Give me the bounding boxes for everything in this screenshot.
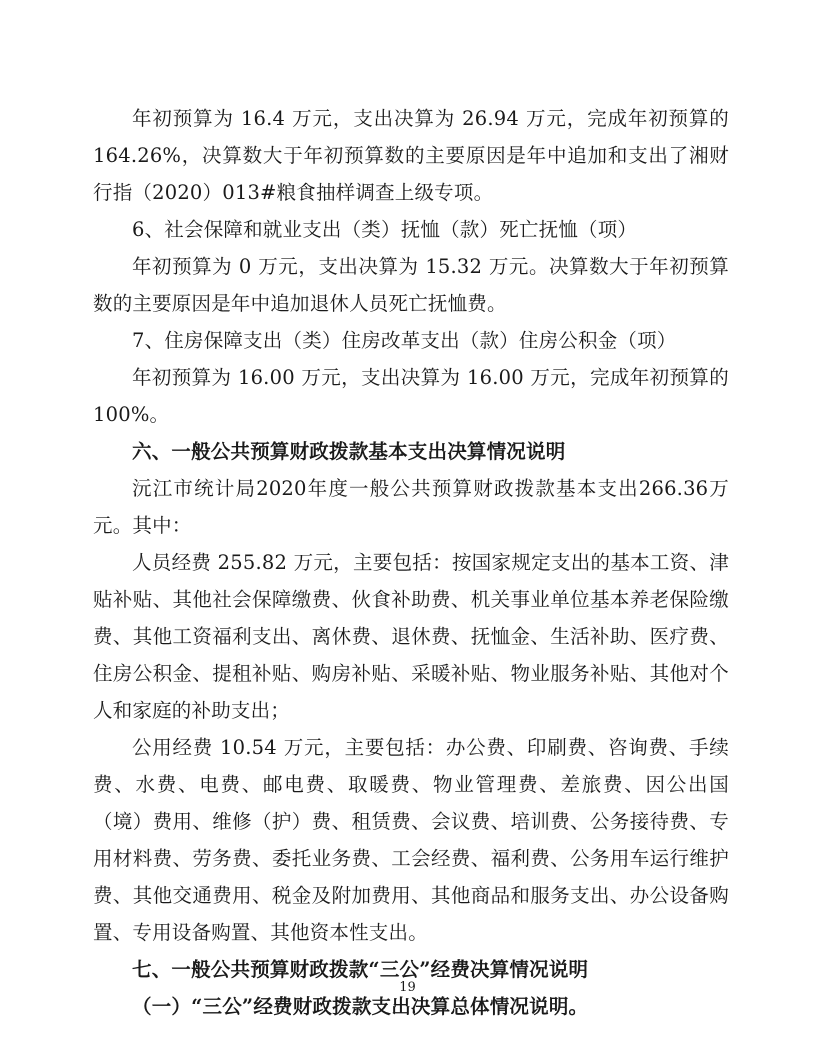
paragraph: 6、社会保障和就业支出（类）抚恤（款）死亡抚恤（项） <box>132 218 638 241</box>
paragraph: 年初预算为 16.4 万元，支出决算为 26.94 万元，完成年初预算的 164.26%，决算数大于年初预算数的主要原因是年中追加和支出了湘财行指（2020）013#粮食抽样调查上级专项。 <box>93 107 729 204</box>
paragraph: 公用经费 10.54 万元，主要包括：办公费、印刷费、咨询费、手续费、水费、电费、邮电费、取暖费、物业管理费、差旅费、因公出国（境）费用、维修（护）费、租赁费、会议费、培训费、公务接待费、专用材料费、劳务费、委托业务费、工会经费、福利费、公务用车运行维护费、其他交通费用、税金及附加费用、其他商品和服务支出、办公设备购置、专用设备购置、其他资本性支出。 <box>93 736 729 944</box>
paragraph: 年初预算为 16.00 万元，支出决算为 16.00 万元，完成年初预算的 100%。 <box>93 366 729 426</box>
paragraph: 年初预算为 0 万元，支出决算为 15.32 万元。决算数大于年初预算数的主要原因是年中追加退休人员死亡抚恤费。 <box>93 255 729 315</box>
section-heading-seven: 七、一般公共预算财政拨款“三公”经费决算情况说明 <box>132 958 589 981</box>
paragraph: 沅江市统计局2020年度一般公共预算财政拨款基本支出266.36万元。其中： <box>93 477 729 537</box>
page-body <box>93 100 729 1025</box>
paragraph: 7、住房保障支出（类）住房改革支出（款）住房公积金（项） <box>132 329 677 352</box>
page-number: 19 <box>399 980 416 995</box>
paragraph: 人员经费 255.82 万元，主要包括：按国家规定支出的基本工资、津贴补贴、其他社会保障缴费、伙食补助费、机关事业单位基本养老保险缴费、其他工资福利支出、离休费、退休费、抚恤金、生活补助、医疗费、住房公积金、提租补贴、购房补贴、采暖补贴、物业服务补贴、其他对个人和家庭的补助支出； <box>93 551 729 722</box>
section-heading-six: 六、一般公共预算财政拨款基本支出决算情况说明 <box>132 440 566 463</box>
subsection-heading-one: （一）“三公”经费财政拨款支出决算总体情况说明。 <box>132 995 589 1018</box>
